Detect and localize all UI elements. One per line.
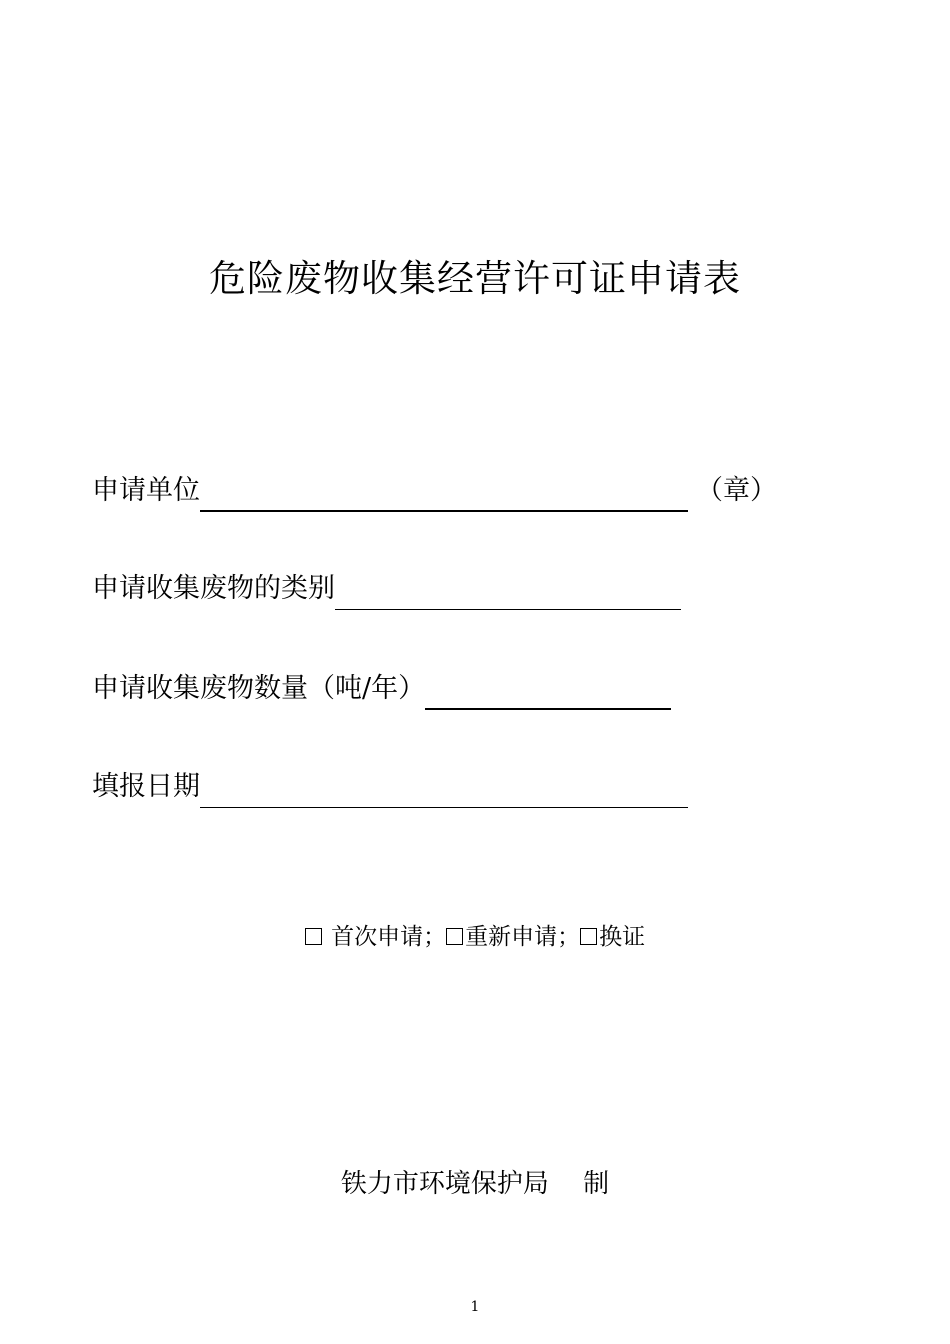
applicant-unit-field[interactable] <box>200 480 688 512</box>
reapplication-checkbox[interactable] <box>446 928 463 945</box>
fill-date-row <box>92 764 688 804</box>
page-number: 1 <box>470 1299 480 1315</box>
reapplication-label: 重新申请； <box>465 924 581 950</box>
waste-quantity-label: 申请收集废物数量（吨/年） <box>92 673 426 704</box>
waste-quantity-field[interactable] <box>425 678 671 710</box>
license-replacement-option[interactable] <box>580 922 645 952</box>
waste-quantity-row <box>92 666 671 706</box>
page-title: 危险废物收集经营许可证申请表 <box>209 257 741 300</box>
applicant-unit-label: 申请单位 <box>92 475 200 506</box>
reapplication-option[interactable] <box>446 922 580 952</box>
license-replacement-label: 换证 <box>599 924 646 950</box>
application-type-options <box>0 922 950 952</box>
seal-note: （章） <box>696 475 777 506</box>
waste-category-row <box>92 566 681 606</box>
fill-date-label: 填报日期 <box>92 771 200 802</box>
waste-category-label: 申请收集废物的类别 <box>92 573 335 604</box>
first-application-checkbox[interactable] <box>305 928 322 945</box>
first-application-option[interactable] <box>305 922 446 952</box>
first-application-label: 首次申请； <box>331 924 447 950</box>
applicant-unit-row <box>92 468 777 508</box>
waste-category-field[interactable] <box>335 579 681 610</box>
fill-date-field[interactable] <box>200 777 688 808</box>
license-replacement-checkbox[interactable] <box>580 928 597 945</box>
issuer-line: 铁力市环境保护局 制 <box>340 1169 610 1199</box>
